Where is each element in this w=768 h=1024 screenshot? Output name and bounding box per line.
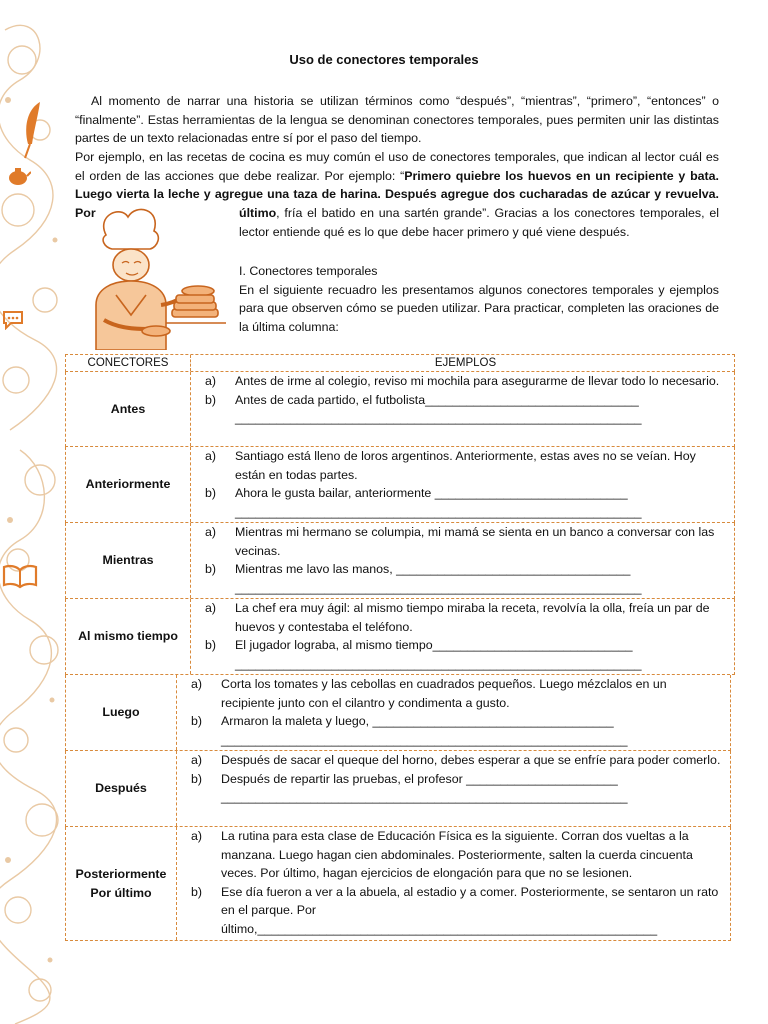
table-row: Mientras a) Mientras mi hermano se columpia, mi mamá se sienta en un banco a conversar con las vecinas. b) Mientras me lavo las manos, __________________________________ ___________________________________________________________ (65, 523, 735, 599)
connector-cell: Posteriormente Por último (66, 827, 177, 940)
answer-blank[interactable]: El jugador lograba, al mismo tiempo_____________________________ (235, 638, 633, 653)
answer-line[interactable]: ___________________________________________________________ (221, 732, 628, 747)
answer-blank[interactable]: Después de repartir las pruebas, el profesor ______________________ (221, 771, 618, 786)
answer-blank[interactable]: Antes de cada partido, el futbolista_______________________________ (235, 392, 639, 407)
chef-illustration (66, 205, 232, 350)
table-row: Después a) Después de sacar el queque del horno, debes esperar a que se enfríe para poder comerlo. b) Después de repartir las pruebas, el profesor ______________________ ___________________________________________________________ (65, 751, 731, 827)
answer-line[interactable]: ___________________________________________________________ (235, 411, 642, 426)
teapot-icon (5, 165, 31, 187)
table-row: Antes a) Antes de irme al colegio, reviso mi mochila para asegurarme de llevar todo lo necesario. b) Antes de cada partido, el futbolista_______________________________ ___________________________________________________________ (65, 372, 735, 447)
speech-bubble-icon (2, 310, 24, 330)
open-book-icon (2, 563, 38, 589)
header-connectors: CONECTORES (66, 355, 191, 371)
connector-cell: Luego (66, 675, 177, 750)
section-heading: I. Conectores temporales (239, 264, 378, 278)
answer-line[interactable]: ___________________________________________________________ (235, 504, 642, 519)
connector-cell: Después (66, 751, 177, 826)
header-examples: EJEMPLOS (434, 356, 497, 369)
connectors-table (65, 354, 735, 941)
answer-line[interactable]: ___________________________________________________________ (221, 790, 628, 805)
table-row: Posteriormente Por último a) La rutina para esta clase de Educación Física es la siguiente. Corran dos vueltas a la manzana. Luego hagan cien abdominales. Posteriormente, salten la cuerda cincuenta veces. Por último, hagan ejercicios de elongación para que no se lesionen. b) Ese día fueron a ver a la abuela, al estadio y a comer. Posteriormente, se sentaron un rato en el parque. Por último,__________________________________________________________ (65, 827, 731, 941)
answer-line[interactable]: último,__________________________________________________________ (221, 921, 658, 936)
intro-paragraph-2: Por ejemplo, en las recetas de cocina es muy común el uso de conectores temporales, que indican al lector cuál es el orden de las acciones que debe realizar. Por ejemplo: “Primero quiebre los huevos en un recipiente y bata. Luego vierta la leche y agregue una taza de harina. Después agregue dos cucharadas de azúcar y revuelva. Por (75, 150, 719, 220)
intro-paragraph-3: último, fría el batido en una sartén grande”. Gracias a los conectores temporales, el lector entiende qué es lo que debe hacer primero y qué viene después. (239, 206, 719, 239)
connector-cell: Al mismo tiempo (66, 599, 191, 674)
answer-blank[interactable]: Ese día fueron a ver a la abuela, al estadio y a comer. Posteriormente, se sentaron un rato en el parque. Por (221, 884, 719, 918)
answer-line[interactable]: ___________________________________________________________ (235, 580, 642, 595)
page-title: Uso de conectores temporales (289, 52, 479, 67)
answer-blank[interactable]: Ahora le gusta bailar, anteriormente ____________________________ (235, 486, 628, 501)
feather-quill-icon (22, 100, 44, 160)
table-header (65, 354, 735, 372)
table-row: Luego a) Corta los tomates y las cebollas en cuadrados pequeños. Luego mézclalos en un recipiente junto con el cilantro y condimenta a gusto. b) Armaron la maleta y luego, ___________________________________ ___________________________________________________________ (65, 675, 731, 751)
section-text: En el siguiente recuadro les presentamos algunos conectores temporales y ejemplos para que observen cómo se pueden utilizar. Para practicar, completen las oraciones de la última columna: (239, 282, 719, 334)
section-block (239, 262, 719, 336)
answer-line[interactable]: ___________________________________________________________ (235, 656, 642, 671)
connector-cell: Anteriormente (66, 447, 191, 522)
intro-paragraph-1: Al momento de narrar una historia se utilizan términos como “después”, “mientras”, “primero”, “entonces” o “finalmente”. Estas herramientas de la lengua se denominan conectores temporales, pues permiten unir las distintas partes de un texto relacionadas entre sí por el paso del tiempo. (75, 94, 719, 146)
table-row: Al mismo tiempo a) La chef era muy ágil: al mismo tiempo miraba la receta, revolvía la olla, freía un par de huevos y contestaba el teléfono. b) El jugador lograba, al mismo tiempo_____________________________ ___________________________________________________________ (65, 599, 735, 675)
connector-cell: Antes (66, 372, 191, 446)
table-row: Anteriormente a) Santiago está lleno de loros argentinos. Anteriormente, estas aves no se veían. Hoy están en todas partes. b) Ahora le gusta bailar, anteriormente ____________________________ ___________________________________________________________ (65, 447, 735, 523)
connector-cell: Mientras (66, 523, 191, 598)
answer-blank[interactable]: Mientras me lavo las manos, __________________________________ (235, 562, 631, 577)
answer-blank[interactable]: Armaron la maleta y luego, ___________________________________ (221, 714, 614, 729)
